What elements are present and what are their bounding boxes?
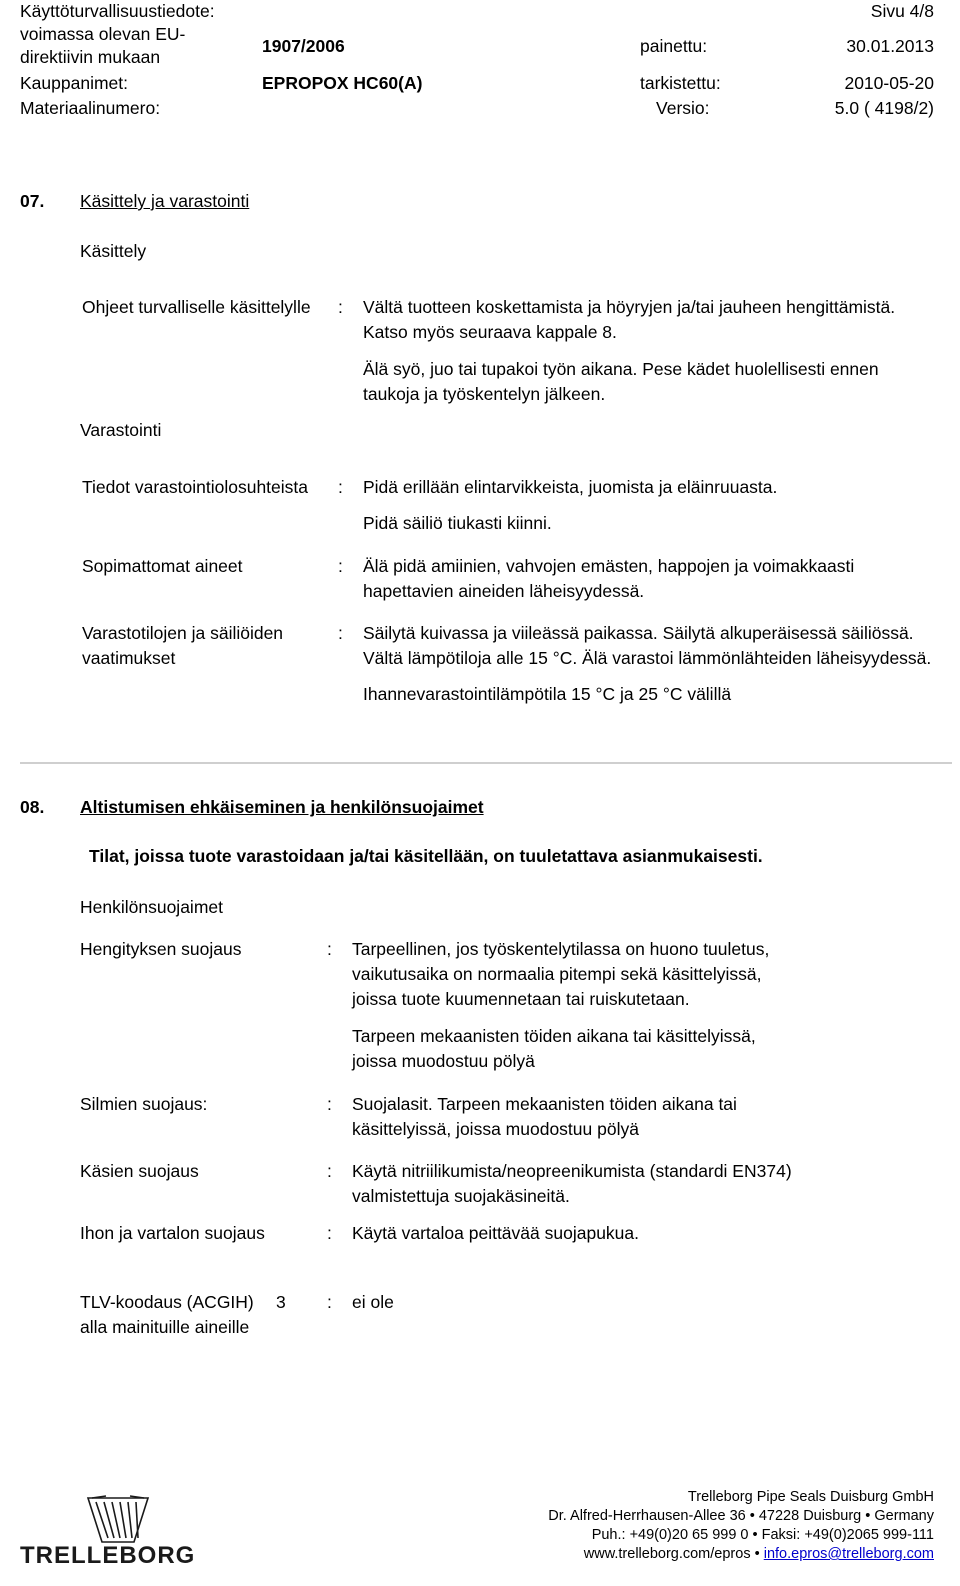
colon: :: [327, 1292, 332, 1312]
skin-protection-label: Ihon ja vartalon suojaus: [80, 1223, 265, 1243]
safe-handling-text-2b: taukoja ja työskentelyn jälkeen.: [363, 384, 606, 404]
hand-protection-text-a: Käytä nitriilikumista/neopreenikumista (standardi EN374): [352, 1161, 792, 1181]
directive-line-2: direktiivin mukaan: [20, 47, 161, 67]
hand-protection-label: Käsien suojaus: [80, 1161, 199, 1181]
tlv-value: ei ole: [352, 1292, 394, 1312]
page-number: Sivu 4/8: [870, 1, 934, 21]
incompatible-materials-label: Sopimattomat aineet: [82, 556, 243, 576]
colon: :: [338, 556, 343, 576]
section-08-title: Altistumisen ehkäiseminen ja henkilönsuojaimet: [80, 797, 484, 817]
printed-label: painettu:: [640, 36, 708, 56]
eye-protection-label: Silmien suojaus:: [80, 1094, 208, 1114]
section-08-number: 08.: [20, 797, 45, 817]
storage-conditions-text-1: Pidä erillään elintarvikkeista, juomista ja eläinruuasta.: [363, 477, 778, 497]
company-address: Dr. Alfred-Herrhausen-Allee 36 • 47228 Duisburg • Germany: [548, 1508, 934, 1524]
colon: :: [327, 1161, 332, 1181]
eye-protection-text-b: käsittelyissä, joissa muodostuu pölyä: [352, 1119, 639, 1139]
respiratory-text-2a: Tarpeen mekaanisten töiden aikana tai käsittelyissä,: [352, 1026, 756, 1046]
colon: :: [327, 1094, 332, 1114]
storage-conditions-text-2: Pidä säiliö tiukasti kiinni.: [363, 513, 552, 533]
colon: :: [327, 1223, 332, 1243]
trelleborg-logo: [20, 1494, 196, 1569]
safe-handling-text-1a: Vältä tuotteen koskettamista ja höyryjen ja/tai jauheen hengittämistä.: [363, 297, 896, 317]
product-name: EPROPOX HC60(A): [262, 73, 423, 93]
storage-requirements-label-a: Varastotilojen ja säiliöiden: [82, 623, 284, 643]
respiratory-text-1c: joissa tuote kuumennetaan tai ruiskutetaan.: [352, 989, 690, 1009]
respiratory-text-2b: joissa muodostuu pölyä: [352, 1051, 535, 1071]
safe-handling-text-2a: Älä syö, juo tai tupakoi työn aikana. Pese kädet huolellisesti ennen: [363, 359, 879, 379]
version-label: Versio:: [656, 98, 710, 118]
doc-title: Käyttöturvallisuustiedote:: [20, 1, 215, 21]
revised-label: tarkistettu:: [640, 73, 721, 93]
storage-requirements-label-b: vaatimukset: [82, 648, 176, 668]
colon: :: [327, 939, 332, 959]
incompatible-materials-text-b: hapettavien aineiden läheisyydessä.: [363, 581, 645, 601]
revised-date: 2010-05-20: [844, 73, 934, 93]
eye-protection-text-a: Suojalasit. Tarpeen mekaanisten töiden aikana tai: [352, 1094, 737, 1114]
respiratory-text-1b: vaikutusaika on normaalia pitempi sekä käsittelyissä,: [352, 964, 762, 984]
respiratory-protection-label: Hengityksen suojaus: [80, 939, 242, 959]
tlv-label-b: alla mainituille aineille: [80, 1317, 250, 1337]
section-divider: [20, 762, 952, 764]
contact-links: [584, 1546, 934, 1562]
section-07-title: Käsittely ja varastointi: [80, 191, 250, 211]
section-07-number: 07.: [20, 191, 45, 211]
storage-requirements-text-2: Ihannevarastointilämpötila 15 °C ja 25 °C välillä: [363, 684, 732, 704]
skin-protection-text: Käytä vartaloa peittävää suojapukua.: [352, 1223, 639, 1243]
regulation-number: 1907/2006: [262, 36, 345, 56]
material-number-label: Materiaalinumero:: [20, 98, 161, 118]
respiratory-text-1a: Tarpeellinen, jos työskentelytilassa on huono tuuletus,: [352, 939, 770, 959]
version-value: 5.0 ( 4198/2): [834, 98, 934, 118]
handling-heading: Käsittely: [80, 241, 147, 261]
ventilation-note: Tilat, joissa tuote varastoidaan ja/tai käsitellään, on tuuletattava asianmukaisesti.: [89, 846, 763, 866]
separator: •: [754, 1546, 760, 1562]
incompatible-materials-text-a: Älä pidä amiinien, vahvojen emästen, happojen ja voimakkaasti: [363, 556, 855, 576]
safe-handling-label: Ohjeet turvalliselle käsittelylle: [82, 297, 311, 317]
website-link[interactable]: www.trelleborg.com/epros: [583, 1546, 751, 1562]
storage-heading: Varastointi: [80, 420, 162, 440]
directive-line-1: voimassa olevan EU-: [20, 24, 186, 44]
storage-requirements-text-1a: Säilytä kuivassa ja viileässä paikassa. Säilytä alkuperäisessä säiliössä.: [363, 623, 914, 643]
ppe-heading: Henkilönsuojaimet: [80, 897, 223, 917]
colon: :: [338, 623, 343, 643]
safe-handling-text-1b: Katso myös seuraava kappale 8.: [363, 322, 617, 342]
printed-date: 30.01.2013: [846, 36, 934, 56]
company-name: Trelleborg Pipe Seals Duisburg GmbH: [687, 1489, 934, 1505]
logo-text: TRELLEBORG: [20, 1542, 196, 1569]
hand-protection-text-b: valmistettuja suojakäsineitä.: [352, 1186, 570, 1206]
storage-requirements-text-1b: Vältä lämpötiloja alle 15 °C. Älä varastoi lämmönlähteiden läheisyydessä.: [363, 648, 932, 668]
tlv-label-a: TLV-koodaus (ACGIH): [80, 1292, 254, 1312]
colon: :: [338, 477, 343, 497]
storage-conditions-label: Tiedot varastointiolosuhteista: [82, 477, 309, 497]
trelleborg-logo-mark-icon: [26, 1494, 196, 1546]
company-phone: Puh.: +49(0)20 65 999 0 • Faksi: +49(0)2065 999-111: [591, 1527, 934, 1543]
tlv-label-number: 3: [276, 1292, 286, 1312]
email-link[interactable]: info.epros@trelleborg.com: [763, 1546, 934, 1562]
trade-names-label: Kauppanimet:: [20, 73, 128, 93]
colon: :: [338, 297, 343, 317]
